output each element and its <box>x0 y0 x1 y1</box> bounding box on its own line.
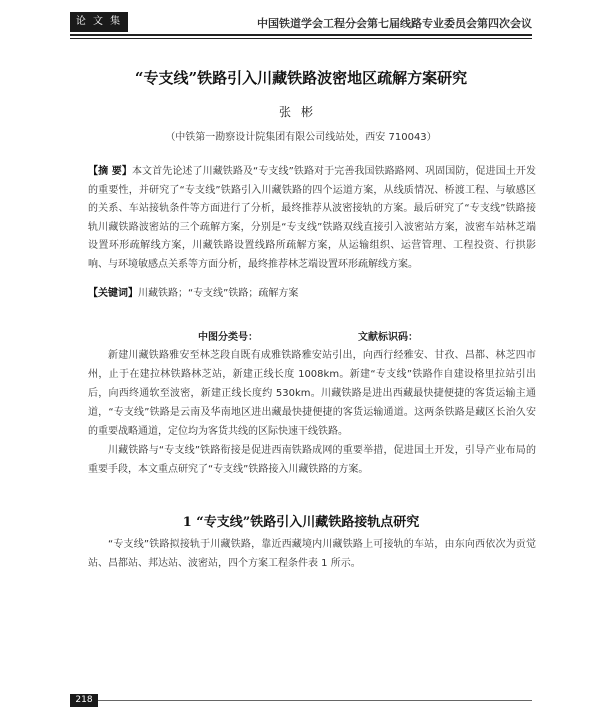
section-body <box>88 535 536 573</box>
section-tab-label: 论 文 集 <box>70 12 128 32</box>
paper-affiliation: （中铁第一勘察设计院集团有限公司线站处，西安 710043） <box>165 132 437 143</box>
keywords-label: 【关键词】 <box>88 288 138 299</box>
abstract-label: 【摘 要】 <box>88 166 132 177</box>
paper-title: “专支线”铁路引入川藏铁路波密地区疏解方案研究 <box>134 69 468 87</box>
section-paragraph: “专支线”铁路拟接轨于川藏铁路，靠近西藏境内川藏铁路上可接轨的车站，由东向西依次为贡觉站、昌都站、邦达站、波密站，四个方案工程条件表 1 所示。 <box>88 539 536 569</box>
abstract-text: 本文首先论述了川藏铁路及“专支线”铁路对于完善我国铁路路网、巩固国防，促进国土开发的重要性，并研究了“专支线”铁路引入川藏铁路的四个运道方案，从线质情况、桥渡工程、与敏感区的关系、车站接轨条件等方面进行了分析，最终推荐从波密接轨的方案。最后研究了“专支线”铁路接轨川藏铁路波密站的三个疏解方案，分别是“专支线”铁路双线直接引入波密站方案，波密车站林芝端设置环形疏解线方案，川藏铁路设置线路所疏解方案，从运输组织、运营管理、工程投资、行拱影响、与环境敏感点关系等方面分析，最终推荐林芝端设置环形疏解线方案。 <box>88 166 536 270</box>
keywords-text: 川藏铁路；“专支线”铁路；疏解方案 <box>138 288 299 299</box>
cls-number-label: 中图分类号： <box>198 332 258 343</box>
section-heading: 1 “专支线”铁路引入川藏铁路接轨点研究 <box>182 515 420 530</box>
keywords <box>88 284 536 299</box>
intro-paragraph: 新建川藏铁路雅安至林芝段自既有成雅铁路雅安站引出，向西行经雅安、甘孜、昌都、林芝四市州，止于在建拉林铁路林芝站，新建正线长度 1008km。新建“专支线”铁路作自建设格里拉站引出后，向西终通软至波密，新建正线长度约 530km。川藏铁路是进出西藏最快捷便捷的客货运输主通道，“专支线”铁路是云南及华南地区进出藏最快捷便捷的客货运输通道。这两条铁路是藏区长治久安的重要战略通道，定位均为客货共线的区际快速干线铁路。 <box>88 350 536 437</box>
footer-rule <box>98 700 532 701</box>
intro-paragraph: 川藏铁路与“专支线”铁路衔接是促进西南铁路成网的重要举措，促进国土开发，引导产业布局的重要手段，本文重点研究了“专支线”铁路接入川藏铁路的方案。 <box>88 445 536 475</box>
intro-body <box>88 346 536 479</box>
abstract <box>88 163 536 274</box>
running-header: 中国铁道学会工程分会第七届线路专业委员会第四次会议 <box>257 17 532 30</box>
paper-author: 张彬 <box>278 105 323 119</box>
header-rule-thin <box>70 38 532 39</box>
page-number: 218 <box>70 694 98 707</box>
header-rule <box>70 34 532 36</box>
doc-code-label: 文献标识码： <box>358 332 418 343</box>
